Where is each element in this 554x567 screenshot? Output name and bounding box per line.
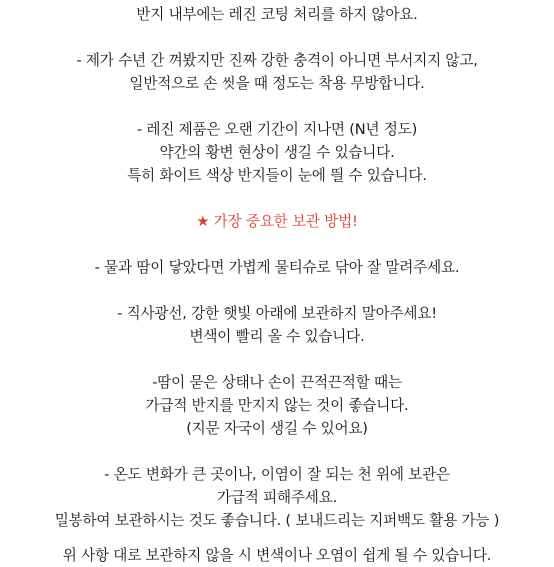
- yellowing-line-2: 약간의 황변 현상이 생길 수 있습니다.: [159, 144, 395, 161]
- tip-water: - 물과 땀이 닿았다면 가볍게 물티슈로 닦아 잘 말려주세요.: [94, 259, 460, 276]
- intro-note: 반지 내부에는 레진 코팅 처리를 하지 않아요.: [136, 6, 418, 23]
- tip-sunlight-line-1: - 직사광선, 강한 햇빛 아래에 보관하지 말아주세요!: [117, 305, 437, 322]
- yellowing-line-1: - 레진 제품은 오랜 기간이 지나면 (N년 정도): [136, 121, 418, 138]
- tip-hands-line-3: (지문 자국이 생길 수 있어요): [186, 420, 368, 437]
- durability-line-2: 일반적으로 손 씻을 때 정도는 착용 무방합니다.: [129, 75, 425, 92]
- tip-temperature-line-1: - 온도 변화가 큰 곳이나, 이염이 잘 되는 천 위에 보관은: [104, 466, 450, 483]
- tip-hands-line-2: 가급적 반지를 만지지 않는 것이 좋습니다.: [145, 397, 409, 414]
- closing-warning: 위 사항 대로 보관하지 않을 시 변색이나 오염이 쉽게 될 수 있습니다.: [62, 547, 492, 564]
- tip-hands-line-1: -땀이 묻은 상태나 손이 끈적끈적할 때는: [152, 374, 402, 391]
- storage-heading: ★ 가장 중요한 보관 방법!: [196, 213, 358, 230]
- tip-temperature-line-3: 밀봉하여 보관하시는 것도 좋습니다. ( 보내드리는 지퍼백도 활용 가능 ): [54, 512, 500, 529]
- durability-line-1: - 제가 수년 간 껴봤지만 진짜 강한 충격이 아니면 부서지지 않고,: [76, 52, 478, 69]
- yellowing-line-3: 특히 화이트 색상 반지들이 눈에 띌 수 있습니다.: [127, 167, 427, 184]
- tip-temperature-line-2: 가급적 피해주세요.: [216, 489, 338, 506]
- tip-sunlight-line-2: 변색이 빨리 올 수 있습니다.: [189, 328, 365, 345]
